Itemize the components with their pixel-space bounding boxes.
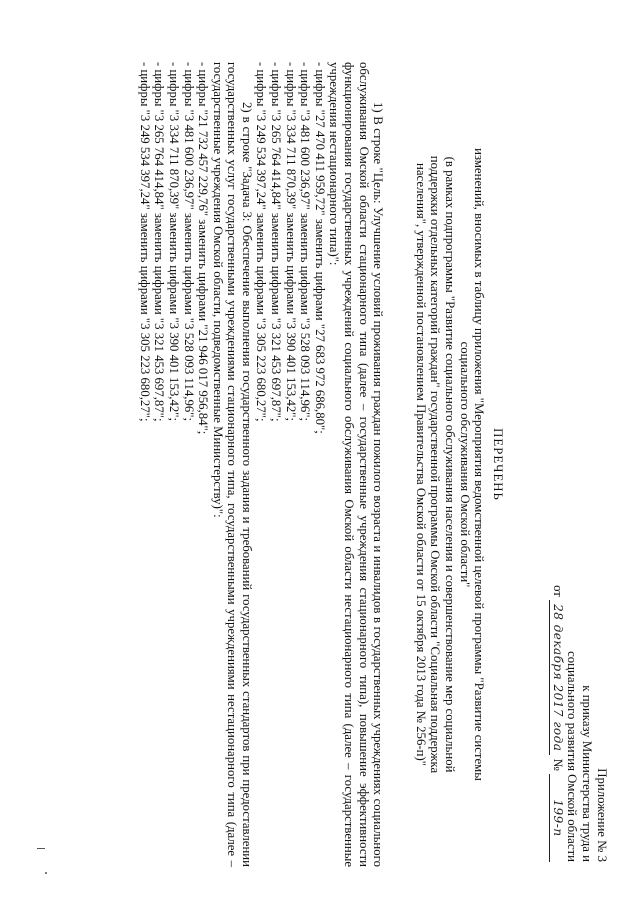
section-2-item: - цифры "21 732 457 229,76" заменить цифрами "21 946 017 956,84"; (196, 62, 211, 435)
appendix-date-line (549, 442, 565, 862)
appendix-ministry: социального развития Омской области (565, 651, 580, 862)
document-page (137, 62, 609, 867)
document-body (137, 62, 385, 867)
number-sign: № (550, 758, 565, 771)
title-line-4: поддержки отдельных категорий граждан" государственной программы Омской области "Социальная поддержка (428, 155, 443, 774)
section-2-item: - цифры "3 334 711 870,39" заменить цифрами "3 390 401 153,42"; (166, 62, 181, 422)
section-2-item: - цифры "3 249 534 397,24" заменить цифрами "3 305 223 680,27"; (137, 62, 152, 422)
scan-mark (37, 848, 45, 849)
section-1-item: - цифры "3 481 600 236,97" заменить цифрами "3 528 093 114,96"; (298, 62, 313, 422)
date-prefix: от (550, 585, 565, 597)
section-2-item: - цифры "3 481 600 236,97" заменить цифрами "3 528 093 114,96"; (181, 62, 196, 422)
handwritten-number: 199-п (549, 774, 565, 862)
section-1-item: - цифры "3 265 764 414,84" заменить цифрами "3 321 453 697,87"; (269, 62, 284, 422)
title-line-3: (в рамках подпрограммы "Развитие социального обслуживания населения и совершенствование мер социальной (443, 156, 458, 773)
scan-dot (45, 872, 47, 874)
appendix-number: Приложение № 3 (595, 768, 609, 862)
handwritten-date: 28 декабря 2017 года (549, 600, 565, 755)
appendix-order-ref: к приказу Министерства труда и (580, 685, 595, 862)
title-line-5: населения", утвержденной постановлением Правительства Омской области от 15 октября 2013 года № 256-п)" (413, 163, 428, 766)
document-title (413, 62, 505, 867)
section-1-item: - цифры "27 470 411 959,72" заменить цифрами "27 683 972 686,80"; (312, 62, 327, 434)
section-1-item: - цифры "3 334 711 870,39" заменить цифрами "3 390 401 153,42"; (283, 62, 298, 422)
title-heading: ПЕРЕЧЕНЬ (490, 428, 505, 501)
title-line-1: изменений, вносимых в таблицу приложения "Мероприятия ведомственной целевой программы "Развитие системы (472, 148, 487, 781)
section-1-item: - цифры "3 249 534 397,24" заменить цифрами "3 305 223 680,27"; (254, 62, 269, 422)
section-1-text: 1) В строке "Цель: Улучшение условий проживания граждан пожилого возраста и инвалидов в государственных учреждениях социального обслуживания Омской области стационарного типа (далее – государственные учреждения стационарного типа), повышение эффективности функционирования государственных учреждений социального обслуживания Омской области нестационарного типа (далее – государственные учреждения нестационарного типа)": (327, 62, 386, 867)
title-line-2: социального обслуживания Омской области" (457, 341, 472, 588)
section-2-text: 2) в строке "Задача 3: Обеспечение выполнения государственного задания и требований государственных стандартов при предоставлении государственных услуг государственными учреждениями стационарного типа, государственными учреждениями нестационарного типа (далее – государственные учреждения Омской области, подведомственные Министерству)": (210, 62, 254, 867)
section-2-item: - цифры "3 265 764 414,84" заменить цифрами "3 321 453 697,87"; (152, 62, 167, 422)
appendix-header (549, 442, 609, 862)
